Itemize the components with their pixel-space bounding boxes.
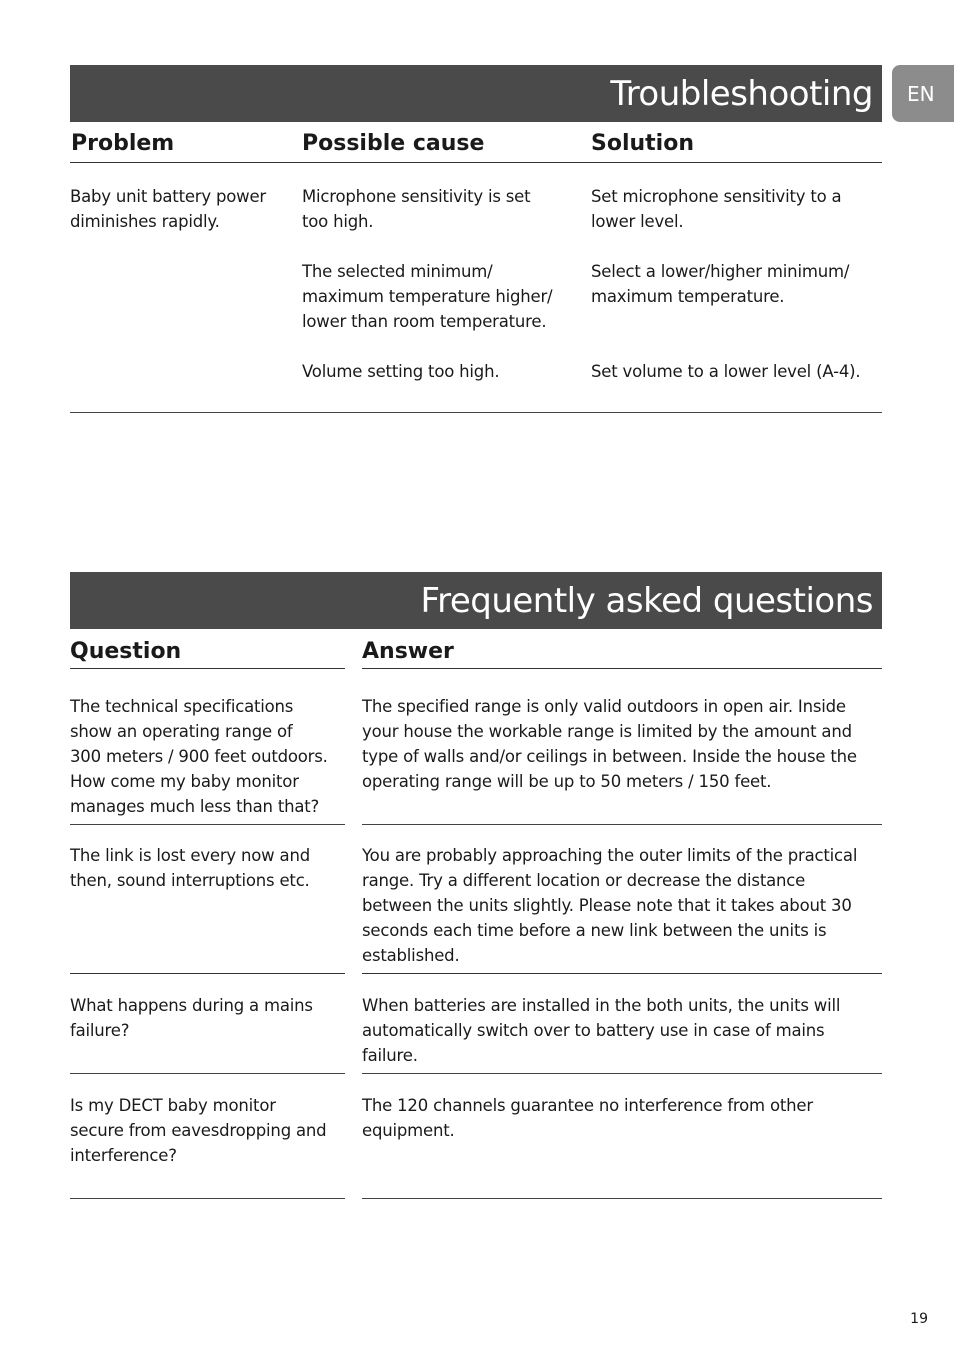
language-tab: EN xyxy=(892,65,954,122)
faq-row-divider xyxy=(362,1198,882,1199)
answer-header-divider xyxy=(362,668,882,669)
faq-row-divider xyxy=(362,1073,882,1074)
solution-header: Solution xyxy=(591,131,694,156)
faq-row-divider xyxy=(70,824,345,825)
problem-text: Baby unit battery power diminishes rapidly. xyxy=(70,187,266,231)
page-number: 19 xyxy=(910,1311,928,1327)
possible-cause-header: Possible cause xyxy=(302,131,485,156)
faq-question: The technical specifications show an operating range of 300 meters / 900 feet outdoors. How come my baby monitor manages much less than that? xyxy=(70,697,328,816)
cause-text: Microphone sensitivity is set too high. xyxy=(302,187,531,231)
faq-answer: The 120 channels guarantee no interference from other equipment. xyxy=(362,1096,813,1140)
faq-question: Is my DECT baby monitor secure from eavesdropping and interference? xyxy=(70,1096,327,1165)
troubleshooting-title: Troubleshooting xyxy=(70,65,882,122)
solution-text: Select a lower/higher minimum/ maximum temperature. xyxy=(591,262,850,306)
faq-question: The link is lost every now and then, sound interruptions etc. xyxy=(70,846,310,890)
problem-header: Problem xyxy=(71,131,175,156)
faq-row-divider xyxy=(70,1073,345,1074)
troubleshooting-header-divider xyxy=(70,162,882,163)
answer-header: Answer xyxy=(362,639,454,664)
question-header: Question xyxy=(70,639,182,664)
solution-text: Set volume to a lower level (A-4). xyxy=(591,362,861,381)
faq-answer: You are probably approaching the outer limits of the practical range. Try a different location or decrease the distance between the units slightly. Please note that it takes about 30 seconds each time before a new link between the units is established. xyxy=(362,846,858,965)
faq-row-divider xyxy=(362,973,882,974)
faq-answer: When batteries are installed in the both units, the units will automatically switch over to battery use in case of mains failure. xyxy=(362,996,841,1065)
faq-question: What happens during a mains failure? xyxy=(70,996,313,1040)
faq-answer: The specified range is only valid outdoors in open air. Inside your house the workable range is limited by the amount and type of walls and/or ceilings in between. Inside the house the operating range will be up to 50 meters / 150 feet. xyxy=(362,697,857,791)
troubleshooting-bottom-divider xyxy=(70,412,882,413)
solution-text: Set microphone sensitivity to a lower level. xyxy=(591,187,842,231)
faq-row-divider xyxy=(70,973,345,974)
faq-row-divider xyxy=(362,824,882,825)
question-header-divider xyxy=(70,668,345,669)
faq-row-divider xyxy=(70,1198,345,1199)
cause-text: The selected minimum/ maximum temperature higher/ lower than room temperature. xyxy=(302,262,553,331)
faq-title: Frequently asked questions xyxy=(70,572,882,629)
cause-text: Volume setting too high. xyxy=(302,362,500,381)
